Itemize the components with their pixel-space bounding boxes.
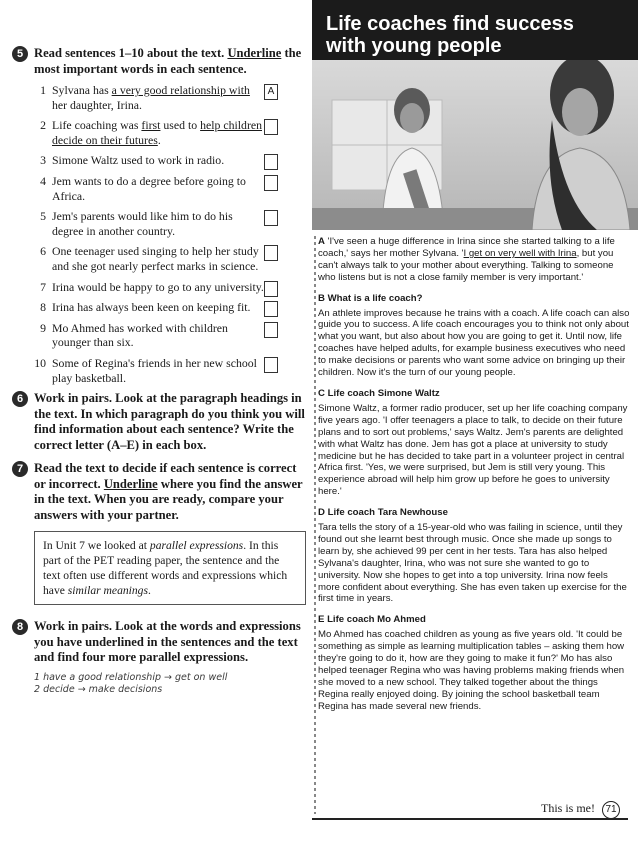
paragraph-a: A 'I've seen a huge difference in Irina since she started talking to a life coach,' says her mother Sylvana. 'I get on very well with Irina, but you can't always talk to your mother about everything. Talking to someone who listens but is not a close family member is very important.' [318, 236, 615, 283]
page-footer: This is me! 71 [541, 801, 620, 819]
exercise-5-instruction: 5 Read sentences 1–10 about the text. Underline the most important words in each sentence. [12, 46, 306, 77]
tip-box: In Unit 7 we looked at parallel expressions. In this part of the PET reading paper, the sentence and the text often use different words and expressions which have similar meanings. [34, 531, 306, 605]
article-photo [312, 60, 638, 230]
answer-box[interactable] [264, 322, 278, 338]
answer-box[interactable] [264, 281, 278, 297]
page-number: 71 [602, 801, 620, 819]
answer-box[interactable] [264, 175, 278, 191]
sentence-item: 3 Simone Waltz used to work in radio. [12, 153, 306, 168]
handwritten-notes: 1 have a good relationship → get on well 2 decide → make decisions [34, 671, 228, 695]
answer-box[interactable] [264, 154, 278, 170]
sentence-item: 9 Mo Ahmed has worked with children younger than six. [12, 321, 306, 350]
sentence-item: 5 Jem's parents would like him to do his degree in another country. [12, 209, 306, 238]
answer-box[interactable] [264, 245, 278, 261]
sentence-item: 4 Jem wants to do a degree before going to Africa. [12, 174, 306, 203]
paragraph-e: Mo Ahmed has coached children as young as five years old. 'It could be something as simple as learning multiplication tables – asking them how they're going to do it, how are they going to make it fun?' Mo has also helped teenager Regina who was having problems making friends when she moved to a new school. They talked together about the things Regina really enjoyed doing. By joining the school basketball team Regina has made several new friends. [318, 629, 625, 712]
exercise-number-7: 7 [12, 461, 28, 477]
paragraph-d: Tara tells the story of a 15-year-old who was failing in science, until they found out she learnt best through music. Once she made up songs to learn by, she achieved 99 per cent in her tests. Tara has also helped Sylvana's daughter, Irina, who was not sure she wanted to go to university. Now she hopes to get into a top university. Irina now feels more confident about everything. She has even taken up exercise for the first time in years. [318, 522, 627, 605]
exercise-7-instruction: 7 Read the text to decide if each sentence is correct or incorrect. Underline where you find the answer in the text. When you are ready, compare your answers with your partner. [12, 461, 306, 523]
answer-box[interactable]: A [264, 84, 278, 100]
exercise-8-instruction: 8 Work in pairs. Look at the words and expressions you have underlined in the sentences and the text and find four more parallel expressions. [12, 619, 306, 666]
sentence-item: 1 Sylvana has a very good relationship with her daughter, Irina. A [12, 83, 306, 112]
photo-illustration [312, 60, 638, 230]
sentence-item: 2 Life coaching was first used to help children decide on their futures. [12, 118, 306, 147]
paragraph-d-heading: D Life coach Tara Newhouse [318, 507, 448, 519]
sentence-item: 10 Some of Regina's friends in her new school play basketball. [12, 356, 306, 385]
answer-box[interactable] [264, 119, 278, 135]
answer-box[interactable] [264, 301, 278, 317]
paragraph-c-heading: C Life coach Simone Waltz [318, 387, 440, 399]
exercises-column [12, 46, 306, 696]
article-side-stripe [314, 236, 316, 814]
answer-box[interactable] [264, 210, 278, 226]
paragraph-e-heading: E Life coach Mo Ahmed [318, 614, 426, 626]
article-column [312, 0, 638, 847]
sentence-list [12, 83, 306, 385]
paragraph-c: Simone Waltz, a former radio producer, set up her life coaching company five years ago. 'I offer teenagers a place to talk, to decide on their future plans and to sort out problems,' says Waltz. Jem's parents are delighted with what Waltz has done. Jem has got a place at university to study medicine but he has decided to take part in a volunteer project in central Africa first. 'Yes, we were surprised, but Jem is still very young. This experience abroad will help him grow up before he goes to university here.' [318, 402, 628, 498]
article-body [318, 236, 630, 722]
exercise-6-instruction: 6 Work in pairs. Look at the paragraph headings in the text. In which paragraph do you think you will find information about each sentence? Write the correct letter (A–E) in each box. [12, 391, 306, 453]
answer-box[interactable] [264, 357, 278, 373]
exercise-number-6: 6 [12, 391, 28, 407]
exercise-number-5: 5 [12, 46, 28, 62]
article-title: Life coaches find success with young people [326, 13, 574, 57]
sentence-item: 6 One teenager used singing to help her study and she got nearly perfect marks in science. [12, 244, 306, 273]
exercise-number-8: 8 [12, 619, 28, 635]
sentence-item: 7 Irina would be happy to go to any university. [12, 280, 306, 295]
paragraph-b-heading: B What is a life coach? [318, 292, 423, 304]
paragraph-b: An athlete improves because he trains with a coach. A life coach can also guide you to success. A life coach encourages you to think not only about what you want, but also about how you are going to get it. Until now, life coaches have helped adults, for example business executives who need to make decisions or parents who want some advice on bringing up their children. Now it's the turn of our young people. [318, 307, 630, 379]
sentence-item: 8 Irina has always been keen on keeping fit. [12, 300, 306, 315]
